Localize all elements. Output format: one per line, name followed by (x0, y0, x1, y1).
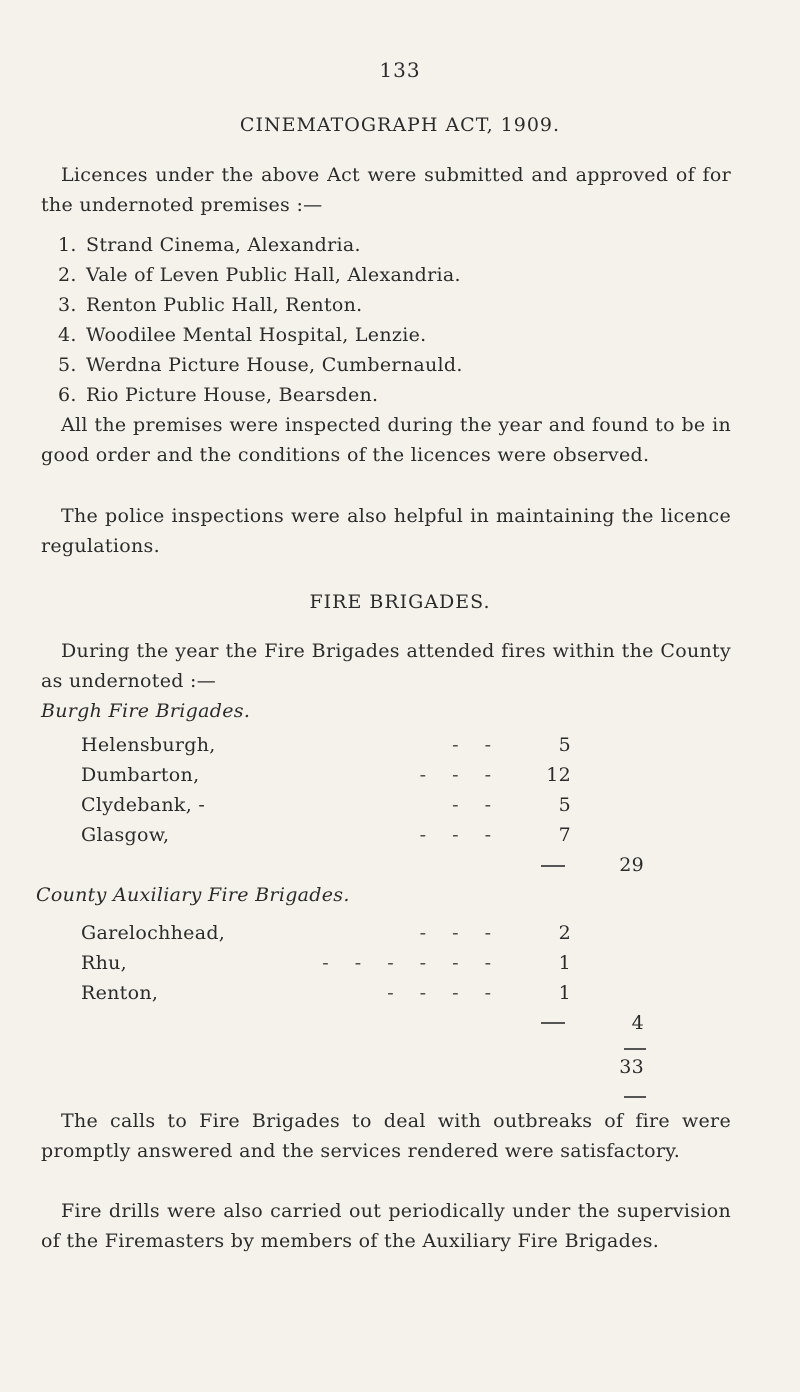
list-item: 5. Werdna Picture House, Cumbernauld. (58, 354, 463, 376)
grand-total: 33 (619, 1056, 644, 1078)
total-bottom-rule (624, 1096, 646, 1098)
table-row: Garelochhead, - - - 2 (81, 922, 571, 944)
calls-paragraph: The calls to Fire Brigades to deal with outbreaks of fire were promptly answered and the services rendered were satisfactory. (41, 1110, 731, 1162)
burgh-subtotal: 29 (619, 854, 644, 876)
county-section-title: County Auxiliary Fire Brigades. (36, 884, 350, 906)
cinema-heading: CINEMATOGRAPH ACT, 1909. (239, 114, 561, 136)
table-row: Helensburgh, - - 5 (81, 734, 571, 756)
total-top-rule (624, 1048, 646, 1050)
police-paragraph: The police inspections were also helpful in maintaining the licence regulations. (41, 505, 731, 557)
county-subtotal: 4 (631, 1012, 644, 1034)
inspection-paragraph: All the premises were inspected during the year and found to be in good order and the conditions of the licences were observed. (41, 414, 731, 466)
burgh-section-title: Burgh Fire Brigades. (41, 700, 251, 722)
drills-paragraph: Fire drills were also carried out periodically under the supervision of the Firemasters by members of the Auxiliary Fire Brigades. (41, 1200, 731, 1252)
table-row: Dumbarton, - - - 12 (81, 764, 571, 786)
fires-intro-paragraph: During the year the Fire Brigades attended fires within the County as undernoted :— (41, 640, 731, 692)
county-subtotal-rule (541, 1022, 565, 1024)
table-row: Rhu, - - - - - - 1 (81, 952, 571, 974)
fire-brigades-heading: FIRE BRIGADES. (309, 591, 491, 613)
intro-paragraph: Licences under the above Act were submitted and approved of for the undernoted premises :— (41, 164, 731, 216)
list-item: 3. Renton Public Hall, Renton. (58, 294, 363, 316)
burgh-subtotal-rule (541, 865, 565, 867)
premises-list (58, 230, 463, 410)
table-row: Glasgow, - - - 7 (81, 824, 571, 846)
list-item: 6. Rio Picture House, Bearsden. (58, 384, 379, 406)
list-item: 2. Vale of Leven Public Hall, Alexandria. (58, 264, 461, 286)
list-item: 1. Strand Cinema, Alexandria. (58, 234, 361, 256)
page-number: 133 (379, 58, 421, 82)
list-item: 4. Woodilee Mental Hospital, Lenzie. (58, 324, 427, 346)
table-row: Clydebank, - - - 5 (81, 794, 571, 816)
table-row: Renton, - - - - 1 (81, 982, 571, 1004)
